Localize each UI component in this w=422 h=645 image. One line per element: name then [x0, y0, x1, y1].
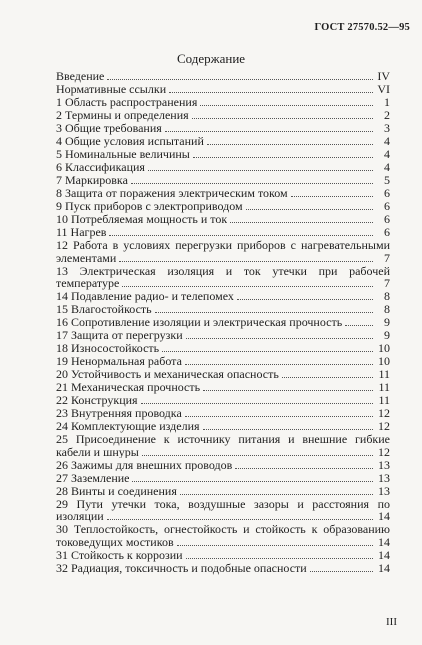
toc-entry-text: 30 Теплостойкость, огнестойкость и стойкость к образованию — [56, 522, 390, 537]
toc-entry[interactable] — [56, 536, 390, 549]
toc-entry-text: изоляции — [56, 510, 104, 523]
toc-entry-text: 26 Зажимы для внешних проводов — [56, 458, 233, 472]
toc-page-number: 14 — [378, 534, 390, 549]
toc-entry-text: элементами — [56, 251, 117, 265]
toc-entry[interactable] — [56, 174, 390, 187]
leader-dots — [237, 299, 373, 300]
toc-entry[interactable] — [56, 549, 390, 562]
toc-entry[interactable] — [56, 83, 390, 96]
leader-dots — [148, 170, 373, 171]
toc-page-number: 9 — [384, 328, 390, 343]
leader-dots — [169, 92, 373, 93]
toc-entry-text: 3 Общие требования — [56, 122, 162, 135]
toc-entry-text: 23 Внутренняя проводка — [56, 407, 182, 420]
leader-dots — [207, 144, 373, 145]
leader-dots — [185, 364, 373, 365]
toc-entry-text: 17 Защита от перегрузки — [56, 329, 183, 342]
toc-page-number: 6 — [384, 186, 390, 200]
leader-dots — [200, 105, 373, 106]
toc-entry-text: 4 Общие условия испытаний — [56, 135, 204, 148]
toc-page-number: 13 — [378, 470, 390, 485]
toc-entry-text: температуре — [56, 277, 120, 290]
toc-entry-text: токоведущих мостиков — [56, 535, 174, 549]
toc-entry-text: Нормативные ссылки — [56, 83, 167, 96]
toc-entry[interactable] — [56, 459, 390, 472]
toc-page-number: 13 — [378, 457, 390, 472]
toc-page-number: 12 — [378, 406, 390, 421]
page-title: Содержание — [176, 51, 246, 66]
toc-entry[interactable] — [56, 213, 390, 226]
toc-entry-text: 16 Сопротивление изоляции и электрическая прочность — [56, 316, 343, 329]
leader-dots — [192, 118, 373, 119]
leader-dots — [345, 325, 373, 326]
leader-dots — [310, 571, 373, 572]
toc-page-number: 3 — [384, 121, 390, 135]
toc-entry[interactable] — [56, 407, 390, 420]
toc-entry-text: кабели и шнуры — [56, 445, 139, 459]
toc-entry[interactable] — [56, 485, 390, 498]
toc-entry-line — [56, 265, 390, 278]
leader-dots — [235, 468, 373, 469]
page-number: III — [386, 616, 397, 628]
toc-page-number: 14 — [378, 509, 390, 524]
toc-page-number: 12 — [378, 419, 390, 434]
toc-entry[interactable] — [56, 329, 390, 342]
toc-entry[interactable] — [56, 161, 390, 174]
leader-dots — [186, 338, 373, 339]
toc-entry-line — [56, 433, 390, 446]
toc-entry[interactable] — [56, 109, 390, 122]
toc-entry-text: 28 Винты и соединения — [56, 484, 177, 498]
leader-dots — [119, 261, 373, 262]
toc-page-number: 12 — [378, 444, 390, 459]
toc-entry-text: 25 Присоединение к источнику питания и внешние гибкие — [56, 432, 390, 447]
toc-page-number: 7 — [384, 250, 390, 265]
toc-entry[interactable] — [56, 394, 390, 407]
toc-entry[interactable] — [56, 252, 390, 265]
leader-dots — [180, 494, 373, 495]
toc-entry-text: 8 Защита от поражения электрическим током — [56, 187, 288, 200]
toc-page-number: 10 — [378, 354, 390, 369]
toc-entry-text: 18 Износостойкость — [56, 342, 160, 355]
toc-entry[interactable] — [56, 200, 390, 213]
leader-dots — [203, 429, 373, 430]
toc-entry[interactable] — [56, 135, 390, 148]
toc-entry-text: 21 Механическая прочность — [56, 381, 201, 394]
toc-entry[interactable] — [56, 446, 390, 459]
toc-entry-text: 15 Влагостойкость — [56, 303, 152, 316]
toc-entry[interactable] — [56, 381, 390, 394]
toc-page-number: 6 — [384, 225, 390, 239]
toc-page-number: VI — [377, 82, 390, 96]
leader-dots — [193, 157, 373, 158]
leader-dots — [282, 377, 373, 378]
toc-entry-text: 13 Электрическая изоляция и ток утечки при рабочей — [56, 263, 390, 278]
leader-dots — [203, 390, 373, 391]
leader-dots — [162, 351, 373, 352]
toc-page-number: 4 — [384, 160, 390, 174]
toc-entry[interactable] — [56, 187, 390, 200]
leader-dots — [107, 79, 373, 80]
toc-page-number: 13 — [378, 483, 390, 498]
toc-entry-text: 31 Стойкость к коррозии — [56, 548, 183, 562]
toc-page-number: 11 — [378, 380, 390, 395]
toc-entry-text: 10 Потребляемая мощность и ток — [56, 213, 228, 226]
toc-page-number: 4 — [384, 147, 390, 161]
toc-entry-line — [56, 239, 390, 252]
toc-entry-text: 32 Радиация, токсичность и подобные опасности — [56, 561, 307, 575]
table-of-contents — [56, 70, 390, 575]
toc-entry[interactable] — [56, 303, 390, 316]
toc-entry-text: 5 Номинальные величины — [56, 148, 190, 161]
toc-entry[interactable] — [56, 342, 390, 355]
toc-page-number: 6 — [384, 212, 390, 226]
toc-page-number: 11 — [378, 393, 390, 408]
leader-dots — [185, 416, 373, 417]
toc-entry[interactable] — [56, 290, 390, 303]
toc-entry-text: 20 Устойчивость и механическая опасность — [56, 368, 279, 381]
toc-page-number: 1 — [384, 95, 390, 109]
leader-dots — [131, 183, 373, 184]
leader-dots — [165, 131, 373, 132]
toc-page-number: 7 — [384, 276, 390, 291]
toc-page-number: 5 — [384, 173, 390, 187]
leader-dots — [142, 455, 373, 456]
toc-entry-text: 24 Комплектующие изделия — [56, 420, 200, 433]
leader-dots — [177, 545, 373, 546]
leader-dots — [141, 403, 373, 404]
toc-entry-text: 9 Пуск приборов с электроприводом — [56, 200, 243, 213]
toc-entry-text: 7 Маркировка — [56, 174, 128, 187]
document-header: ГОСТ 27570.52—95 — [314, 22, 410, 33]
toc-entry[interactable] — [56, 122, 390, 135]
leader-dots — [155, 312, 373, 313]
toc-entry[interactable] — [56, 562, 390, 575]
toc-entry[interactable] — [56, 472, 390, 485]
leader-dots — [186, 558, 373, 559]
toc-page-number: 8 — [384, 302, 390, 317]
leader-dots — [246, 209, 373, 210]
toc-page-number: 8 — [384, 289, 390, 304]
toc-entry-text: 29 Пути утечки тока, воздушные зазоры и расстояния по — [56, 496, 390, 511]
toc-page-number: 14 — [378, 560, 390, 575]
toc-entry-text: 6 Классификация — [56, 161, 145, 174]
toc-entry[interactable] — [56, 148, 390, 161]
toc-entry-text: 14 Подавление радио- и телепомех — [56, 290, 234, 303]
toc-page-number: IV — [377, 69, 390, 83]
toc-entry-line — [56, 498, 390, 511]
leader-dots — [132, 481, 373, 482]
toc-page-number: 4 — [384, 134, 390, 148]
toc-entry[interactable] — [56, 70, 390, 83]
toc-entry[interactable] — [56, 96, 390, 109]
toc-page-number: 9 — [384, 315, 390, 330]
leader-dots — [122, 286, 373, 287]
leader-dots — [230, 222, 373, 223]
toc-entry[interactable] — [56, 368, 390, 381]
toc-entry-text: 22 Конструкция — [56, 394, 138, 407]
toc-entry-line — [56, 523, 390, 536]
toc-entry[interactable] — [56, 277, 390, 290]
toc-page-number: 6 — [384, 199, 390, 213]
leader-dots — [109, 235, 373, 236]
toc-entry[interactable] — [56, 316, 390, 329]
toc-entry-text: 12 Работа в условиях перегрузки приборов с нагревательными — [56, 238, 390, 252]
leader-dots — [291, 196, 373, 197]
toc-entry-text: 27 Заземление — [56, 471, 130, 485]
toc-entry-text: 11 Нагрев — [56, 226, 107, 239]
toc-entry-text: 2 Термины и определения — [56, 109, 189, 122]
toc-entry-text: Введение — [56, 70, 105, 83]
toc-entry-text: 1 Область распространения — [56, 96, 198, 109]
leader-dots — [107, 519, 373, 520]
toc-entry-text: 19 Ненормальная работа — [56, 355, 182, 368]
toc-entry[interactable] — [56, 355, 390, 368]
toc-page-number: 10 — [378, 341, 390, 356]
toc-page-number: 11 — [378, 367, 390, 382]
toc-page-number: 2 — [384, 108, 390, 122]
toc-page-number: 14 — [378, 547, 390, 562]
